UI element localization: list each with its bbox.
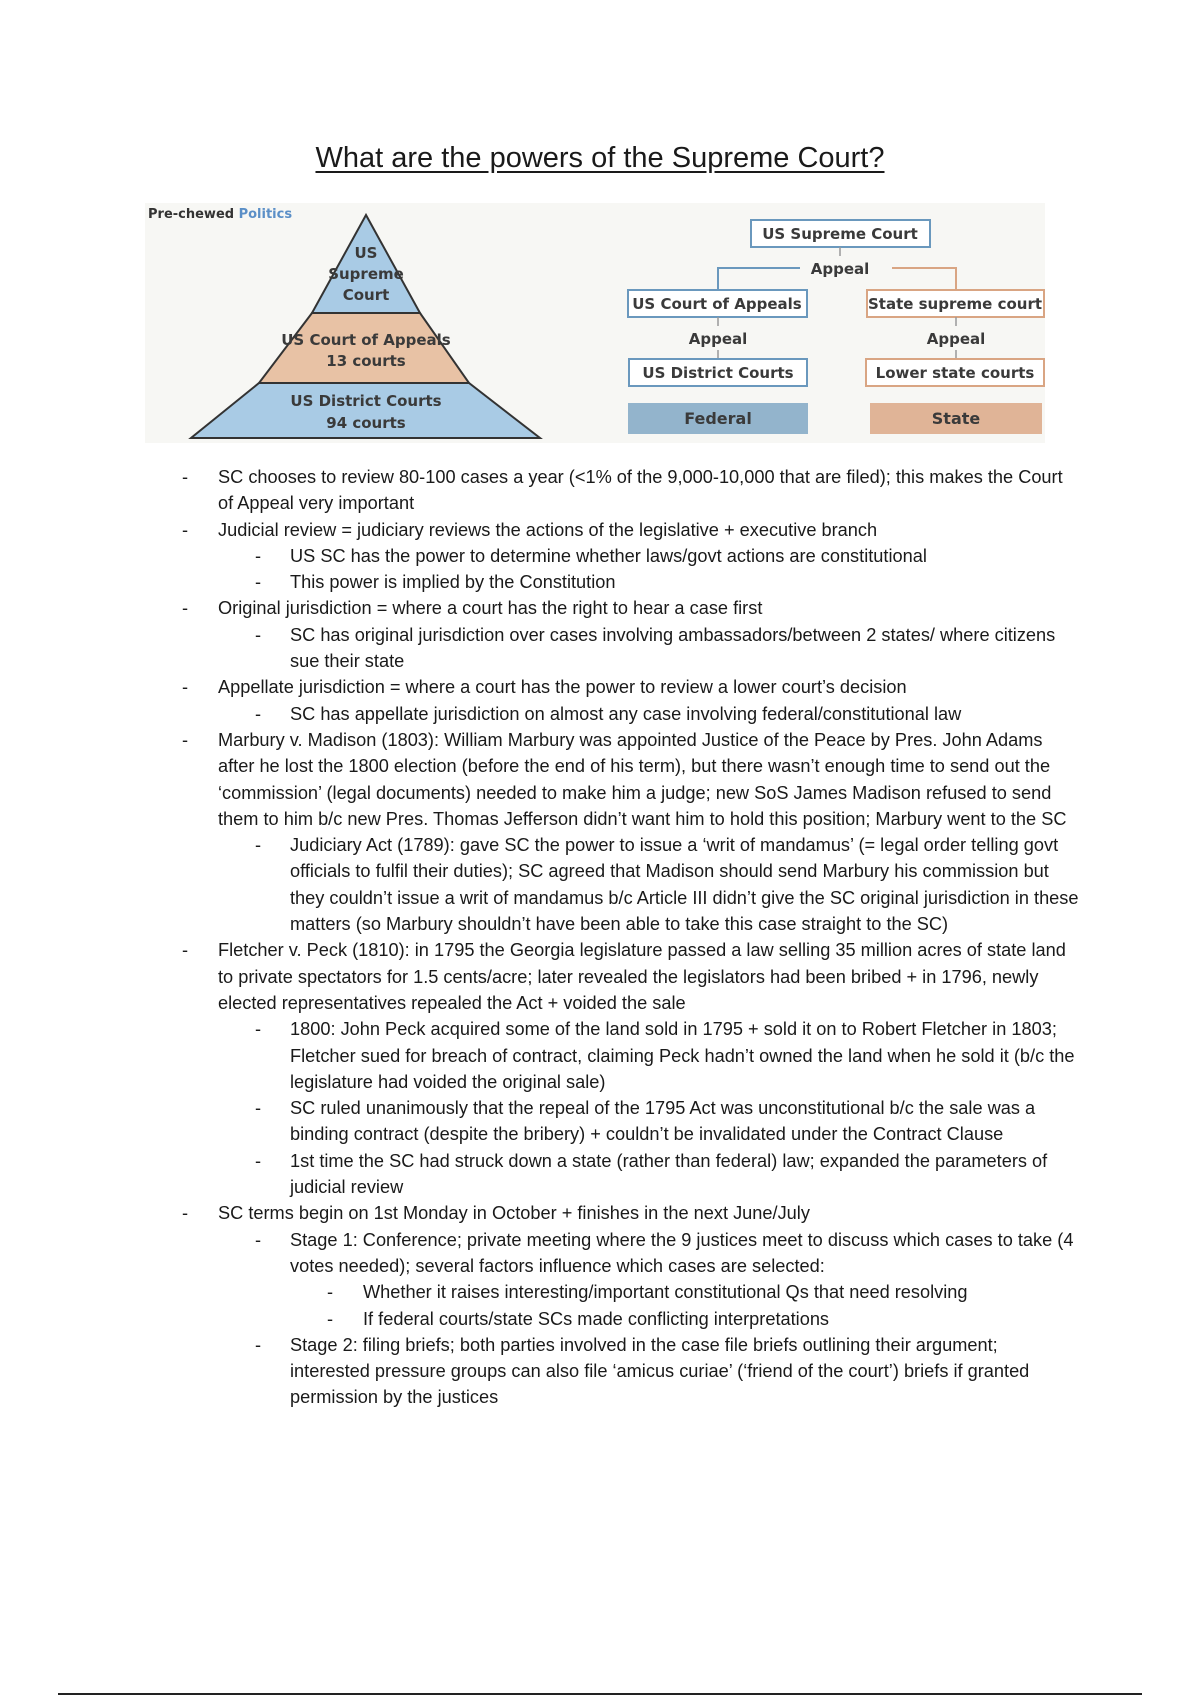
brand-part-1: Pre-chewed <box>148 207 235 222</box>
note-item <box>180 701 1080 727</box>
note-item <box>180 1279 1080 1305</box>
flow-appeal-top-label: Appeal <box>810 260 870 278</box>
bullet-dash: - <box>182 677 189 698</box>
note-item <box>180 1332 1080 1411</box>
flow-state-label: State <box>931 409 981 428</box>
bullet-dash: - <box>327 1282 334 1303</box>
bullet-dash: - <box>182 598 189 619</box>
flow-federal-label: Federal <box>684 409 752 428</box>
note-text: SC chooses to review 80-100 cases a year (<1% of the 9,000-10,000 that are filed); this makes the Court of Appeal very important <box>218 467 1063 514</box>
flow-connector-left <box>718 268 800 290</box>
bullet-dash: - <box>255 1098 262 1119</box>
note-item <box>180 464 1080 517</box>
note-item <box>180 1148 1080 1201</box>
note-text: SC terms begin on 1st Monday in October + finishes in the next June/July <box>218 1203 810 1224</box>
bullet-dash: - <box>255 1019 262 1040</box>
bullet-dash: - <box>182 467 189 487</box>
flow-state-supreme-court-label: State supreme court <box>867 295 1043 313</box>
note-item <box>180 569 1080 595</box>
bullet-dash: - <box>255 1229 262 1250</box>
note-item <box>180 674 1080 700</box>
bullet-dash: - <box>182 519 189 540</box>
note-item <box>180 517 1080 543</box>
note-item <box>180 1306 1080 1332</box>
note-item <box>180 595 1080 621</box>
pyramid-top-line-3: Court <box>342 286 390 304</box>
flow-us-supreme-court-label: US Supreme Court <box>762 225 918 243</box>
note-text: Judicial review = judiciary reviews the actions of the legislative + executive branch <box>218 519 878 540</box>
flow-lower-state-courts-label: Lower state courts <box>875 364 1035 382</box>
bullet-dash: - <box>182 1203 189 1224</box>
pyramid-bottom-line-2: 94 courts <box>326 414 406 432</box>
bullet-dash: - <box>255 572 262 593</box>
note-text: Judiciary Act (1789): gave SC the power to issue a ‘writ of mandamus’ (= legal order telling govt officials to fulfil their duties); SC agreed that Madison should send Marbury his commission but they couldn’t issue a writ of mandamus b/c Article III didn’t give the SC original jurisdiction in these matters (so Marbury shouldn’t have been able to take this case straight to the SC) <box>290 835 1079 935</box>
note-item <box>180 832 1080 937</box>
footer-divider <box>58 1693 1142 1695</box>
pyramid-middle-line-1: US Court of Appeals <box>281 331 451 349</box>
bullet-dash: - <box>255 703 262 724</box>
note-text: US SC has the power to determine whether laws/govt actions are constitutional <box>290 545 927 566</box>
court-flowchart <box>628 220 1044 434</box>
pyramid-middle-line-2: 13 courts <box>326 352 406 370</box>
bullet-dash: - <box>255 545 262 566</box>
pyramid-bottom-line-1: US District Courts <box>290 392 442 410</box>
bullet-dash: - <box>182 940 189 961</box>
note-text: 1800: John Peck acquired some of the land sold in 1795 + sold it on to Robert Fletcher in 1803; Fletcher sued for breach of contract, claiming Peck hadn’t owned the land when he sold it (b/c the legislature had voided the original sale) <box>290 1019 1075 1092</box>
flow-connector-right <box>892 268 956 290</box>
note-item <box>180 937 1080 1016</box>
note-item <box>180 1016 1080 1095</box>
bullet-dash: - <box>327 1308 334 1329</box>
note-text: Stage 2: filing briefs; both parties involved in the case file briefs outlining their argument; interested pressure groups can also file ‘amicus curiae’ (‘friend of the court’) briefs if granted permission by the justices <box>290 1334 1030 1408</box>
note-text: Stage 1: Conference; private meeting where the 9 justices meet to discuss which cases to take (4 votes needed); several factors influence which cases are selected: <box>290 1229 1074 1276</box>
page-title: What are the powers of the Supreme Court? <box>315 142 885 174</box>
note-item <box>180 1200 1080 1226</box>
brand-part-2: Politics <box>238 207 293 222</box>
note-item <box>180 727 1080 832</box>
note-text: If federal courts/state SCs made conflicting interpretations <box>363 1308 830 1329</box>
note-item <box>180 1227 1080 1280</box>
flow-appeal-right-label: Appeal <box>926 330 986 348</box>
flow-us-court-of-appeals-label: US Court of Appeals <box>632 295 802 313</box>
court-diagrams <box>0 0 1200 460</box>
note-text: Marbury v. Madison (1803): William Marbury was appointed Justice of the Peace by Pres. John Adams after he lost the 1800 election (before the end of his term), but there wasn’t enough time to send out the ‘commission’ (legal documents) needed to make him a judge; new SoS James Madison refused to send them to him b/c new Pres. Thomas Jefferson didn’t want him to hold this position; Marbury went to the SC <box>218 729 1067 829</box>
note-text: Fletcher v. Peck (1810): in 1795 the Georgia legislature passed a law selling 35 million acres of state land to private spectators for 1.5 cents/acre; later revealed the legislators had been bribed + in 1796, newly elected representatives repealed the Act + voided the sale <box>218 940 1066 1013</box>
pyramid-top-line-1: US <box>354 244 378 262</box>
flow-us-district-courts-label: US District Courts <box>642 364 794 382</box>
note-text: This power is implied by the Constitution <box>290 572 616 593</box>
bullet-dash: - <box>255 1150 262 1171</box>
bullet-dash: - <box>182 729 189 750</box>
bullet-dash: - <box>255 624 262 645</box>
note-text: SC ruled unanimously that the repeal of the 1795 Act was unconstitutional b/c the sale was a binding contract (despite the bribery) + couldn’t be invalidated under the Contract Clause <box>290 1098 1036 1145</box>
bullet-dash: - <box>255 835 262 856</box>
note-text: SC has appellate jurisdiction on almost any case involving federal/constitutional law <box>290 703 962 724</box>
note-item <box>180 622 1080 675</box>
note-item <box>180 1095 1080 1148</box>
note-text: Original jurisdiction = where a court has the right to hear a case first <box>218 598 763 619</box>
flow-appeal-left-label: Appeal <box>688 330 748 348</box>
court-pyramid <box>191 215 540 438</box>
note-text: Appellate jurisdiction = where a court has the power to review a lower court’s decision <box>218 677 907 698</box>
note-text: SC has original jurisdiction over cases involving ambassadors/between 2 states/ where citizens sue their state <box>290 624 1056 672</box>
note-item <box>180 543 1080 569</box>
note-text: 1st time the SC had struck down a state (rather than federal) law; expanded the parameters of judicial review <box>290 1150 1048 1198</box>
notes-list <box>180 464 1080 1411</box>
pyramid-top-line-2: Supreme <box>328 265 404 283</box>
note-text: Whether it raises interesting/important constitutional Qs that need resolving <box>363 1282 968 1303</box>
bullet-dash: - <box>255 1334 262 1355</box>
